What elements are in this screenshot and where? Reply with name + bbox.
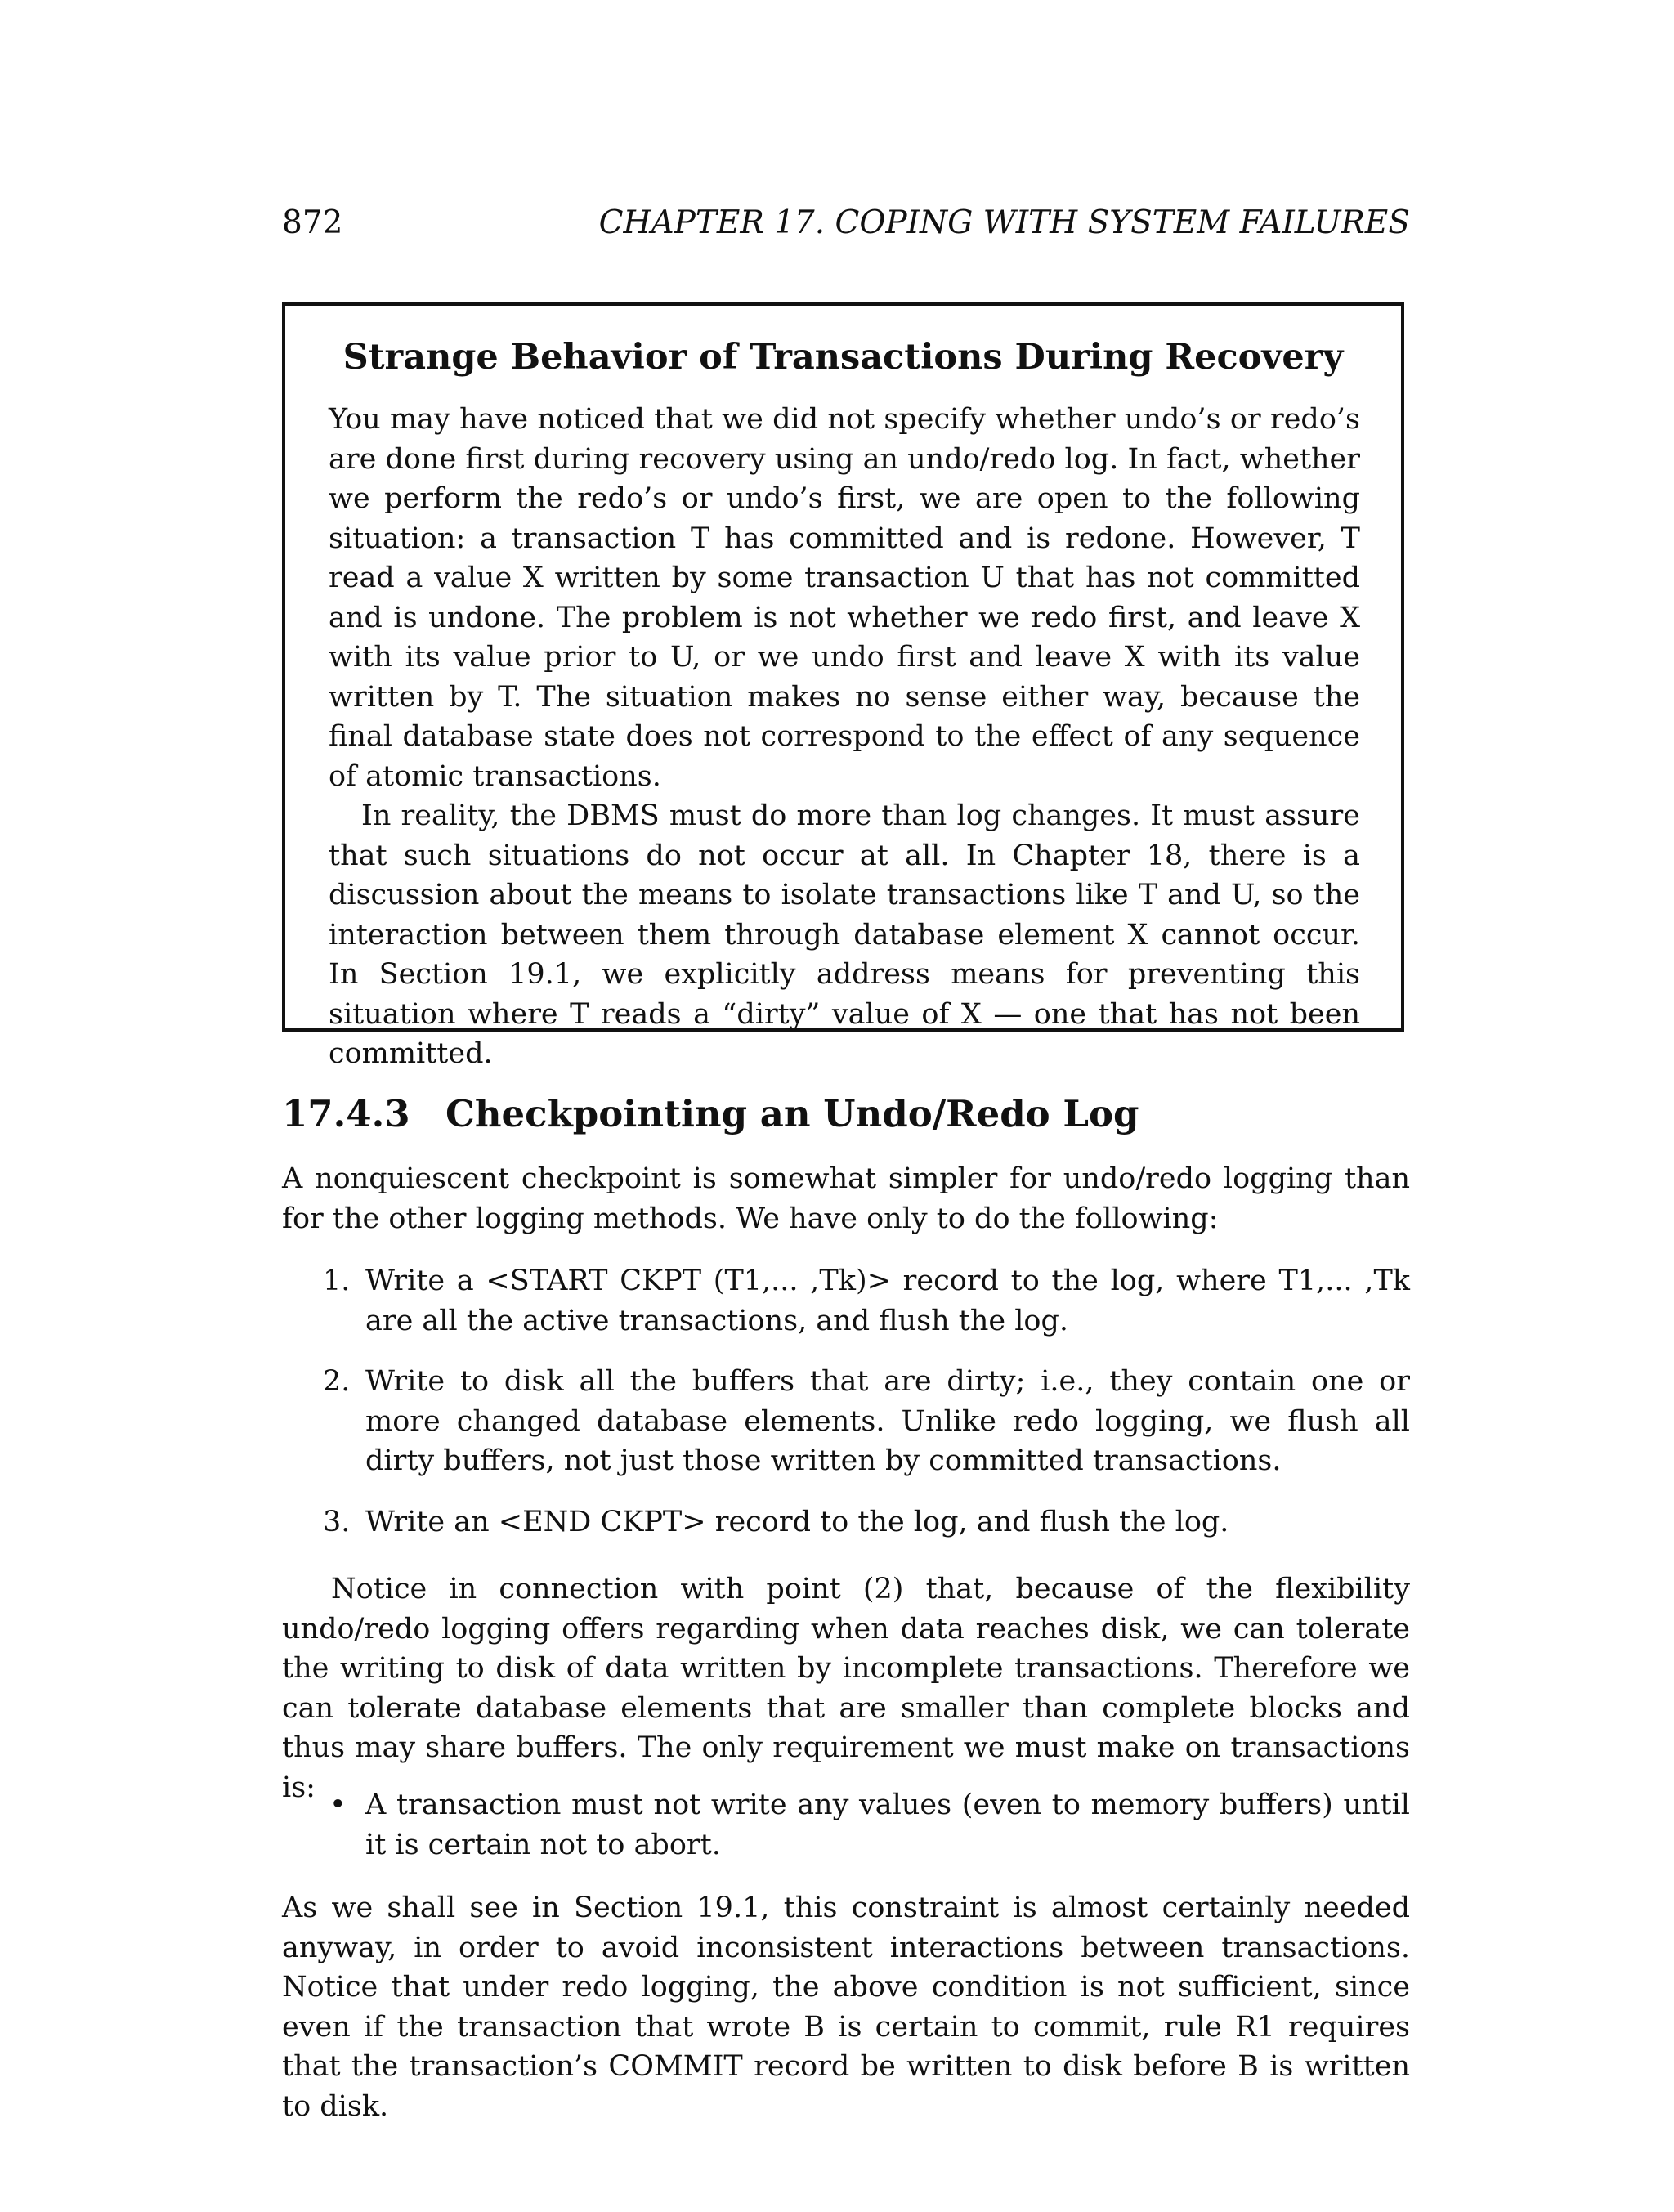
list-marker: 3.	[323, 1505, 351, 1538]
list-marker: 1.	[323, 1265, 351, 1297]
page-header	[282, 204, 1410, 247]
section-intro: A nonquiescent checkpoint is somewhat simpler for undo/redo logging than for the other logging methods. We have only to do the following:	[282, 1162, 1410, 1235]
list-item	[282, 1362, 1410, 1481]
running-head: CHAPTER 17. COPING WITH SYSTEM FAILURES	[598, 204, 1410, 241]
bullet-text: A transaction must not write any values (even to memory buffers) until it is certain not to abort.	[365, 1789, 1410, 1861]
page-number: 872	[282, 204, 343, 241]
section-heading	[282, 1092, 1410, 1135]
list-item	[282, 1502, 1410, 1543]
bullet-marker: •	[329, 1789, 347, 1821]
sidebar-paragraph: You may have noticed that we did not specify whether undo’s or redo’s are done first during recovery using an undo/redo log. In fact, whether we perform the redo’s or undo’s first, we are open to the following situation: a transaction T has committed and is redone. However, T read a value X written by some transaction U that has not committed and is undone. The problem is not whether we redo first, and leave X with its value prior to U, or we undo first and leave X with its value written by T. The situation makes no sense either way, because the final database state does not correspond to the effect of any sequence of atomic transactions.	[329, 403, 1360, 793]
section-number: 17.4.3	[282, 1092, 410, 1135]
list-item-text: Write an <END CKPT> record to the log, and flush the log.	[365, 1505, 1229, 1538]
sidebar-box	[282, 302, 1404, 1070]
list-item	[282, 1261, 1410, 1341]
section-title: Checkpointing an Undo/Redo Log	[445, 1092, 1139, 1135]
bullet-item	[282, 1785, 1410, 1865]
sidebar-title: Strange Behavior of Transactions During Recovery	[342, 337, 1344, 378]
list-marker: 2.	[323, 1365, 351, 1398]
sidebar-paragraph: In reality, the DBMS must do more than log changes. It must assure that such situations do not occur at all. In Chapter 18, there is a discussion about the means to isolate transactions like T and U, so the interaction between them through database element X cannot occur. In Section 19.1, we explicitly address means for preventing this situation where T reads a “dirty” value of X — one that has not been committed.	[329, 799, 1360, 1070]
final-paragraph: As we shall see in Section 19.1, this constraint is almost certainly needed anyway, in order to avoid inconsistent interactions between transactions. Notice that under redo logging, the above condition is not sufficient, since even if the transaction that wrote B is certain to commit, rule R1 requires that the transaction’s COMMIT record be written to disk before B is written to disk.	[282, 1892, 1410, 2123]
checkpoint-steps	[282, 1261, 1410, 1563]
list-item-text: Write to disk all the buffers that are dirty; i.e., they contain one or more changed database elements. Unlike redo logging, we flush all dirty buffers, not just those written by committed transactions.	[365, 1365, 1410, 1477]
sidebar-body	[329, 400, 1360, 1074]
list-item-text: Write a <START CKPT (T1,... ,Tk)> record to the log, where T1,... ,Tk are all the active transactions, and flush the log.	[365, 1265, 1410, 1337]
notice-paragraph: Notice in connection with point (2) that, because of the flexibility undo/redo logging offers regarding when data reaches disk, we can tolerate the writing to disk of data written by incomplete transactions. Therefore we can tolerate database elements that are smaller than complete blocks and thus may share buffers. The only requirement we must make on transactions is:	[282, 1573, 1410, 1804]
